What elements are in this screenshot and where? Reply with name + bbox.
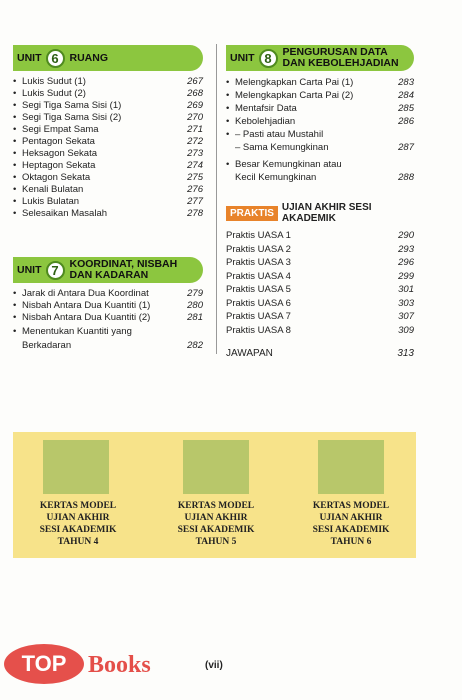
list-item: • Menentukan Kuantiti yang	[13, 326, 132, 337]
list-item: Berkadaran 282	[22, 340, 203, 351]
unit-label: UNIT	[17, 52, 42, 64]
unit8-section	[226, 45, 414, 184]
list-item: • Selesaikan Masalah 278	[13, 208, 203, 219]
list-item: Praktis UASA 3 296	[226, 257, 414, 268]
list-item: Praktis UASA 2 293	[226, 243, 414, 255]
praktis-list	[226, 229, 414, 337]
page-number: (vii)	[205, 660, 223, 671]
list-item: • Jarak di Antara Dua Koordinat 279	[13, 288, 203, 299]
model-paper-banner	[13, 432, 416, 558]
topbooks-logo-graphic	[4, 638, 184, 688]
praktis-section	[226, 202, 414, 361]
unit6-list	[13, 76, 203, 220]
unit7-list	[13, 288, 203, 352]
svg-text:TOP: TOP	[21, 651, 67, 676]
list-item: • Melengkapkan Carta Pai (2) 284	[226, 90, 414, 101]
svg-text:Books: Books	[88, 652, 151, 678]
book-cover-image	[43, 440, 109, 494]
list-item: • Melengkapkan Carta Pai (1) 283	[226, 77, 414, 88]
list-item: • Kebolehjadian 286	[226, 116, 414, 127]
book-title: KERTAS MODEL UJIAN AKHIR SESI AKADEMIK TAHUN 6	[312, 501, 390, 547]
unit-number: 8	[259, 49, 278, 68]
book-title: KERTAS MODEL UJIAN AKHIR SESI AKADEMIK TAHUN 4	[39, 501, 117, 547]
list-item: • Heksagon Sekata 273	[13, 148, 203, 159]
list-item: – Sama Kemungkinan 287	[235, 142, 414, 153]
list-item: • Oktagon Sekata 275	[13, 172, 203, 183]
list-item: • Nisbah Antara Dua Kuantiti (1) 280	[13, 300, 203, 311]
list-item: • Mentafsir Data 285	[226, 103, 414, 114]
unit7-header	[13, 257, 203, 283]
list-item: • – Pasti atau Mustahil	[226, 129, 324, 140]
list-item: • Heptagon Sekata 274	[13, 160, 203, 171]
list-item: • Besar Kemungkinan atau	[226, 159, 342, 170]
unit7-section	[13, 257, 203, 352]
book-cover-image	[183, 440, 249, 494]
unit6-section	[13, 45, 203, 220]
list-item: • Lukis Sudut (2) 268	[13, 88, 203, 99]
unit-title: KOORDINAT, NISBAH DAN KADARAN	[69, 258, 178, 281]
praktis-title: UJIAN AKHIR SESI AKADEMIK	[281, 202, 372, 224]
book-title: KERTAS MODEL UJIAN AKHIR SESI AKADEMIK TAHUN 5	[177, 501, 255, 547]
jawapan-page: 313	[397, 348, 414, 359]
unit-number: 7	[46, 261, 65, 280]
list-item: Praktis UASA 7 307	[226, 311, 414, 322]
list-item: • Segi Tiga Sama Sisi (1) 269	[13, 100, 203, 111]
unit-label: UNIT	[230, 52, 255, 64]
list-item: • Segi Empat Sama 271	[13, 124, 203, 135]
unit8-header	[226, 45, 414, 71]
unit-title: RUANG	[69, 51, 108, 64]
list-item: • Kenali Bulatan 276	[13, 184, 203, 195]
list-item: Praktis UASA 6 303	[226, 297, 414, 309]
list-item: • Nisbah Antara Dua Kuantiti (2) 281	[13, 312, 203, 323]
book-cover-image	[318, 440, 384, 494]
jawapan-row	[226, 347, 414, 361]
list-item: Praktis UASA 8 309	[226, 324, 414, 336]
praktis-tag: PRAKTIS	[226, 206, 278, 221]
list-item: Kecil Kemungkinan 288	[235, 172, 414, 183]
list-item: Praktis UASA 5 301	[226, 284, 414, 295]
list-item: • Lukis Bulatan 277	[13, 196, 203, 207]
praktis-header	[226, 202, 414, 224]
column-divider	[216, 44, 217, 354]
list-item: • Lukis Sudut (1) 267	[13, 76, 203, 87]
topbooks-logo	[4, 638, 184, 693]
list-item: Praktis UASA 4 299	[226, 270, 414, 282]
jawapan-label: JAWAPAN	[226, 348, 273, 359]
unit-number: 6	[46, 49, 65, 68]
list-item: Praktis UASA 1 290	[226, 230, 414, 241]
unit-title: PENGURUSAN DATA DAN KEBOLEHJADIAN	[282, 46, 399, 69]
unit8-list	[226, 76, 414, 184]
unit-label: UNIT	[17, 264, 42, 276]
list-item: • Pentagon Sekata 272	[13, 136, 203, 147]
unit6-header	[13, 45, 203, 71]
list-item: • Segi Tiga Sama Sisi (2) 270	[13, 112, 203, 123]
